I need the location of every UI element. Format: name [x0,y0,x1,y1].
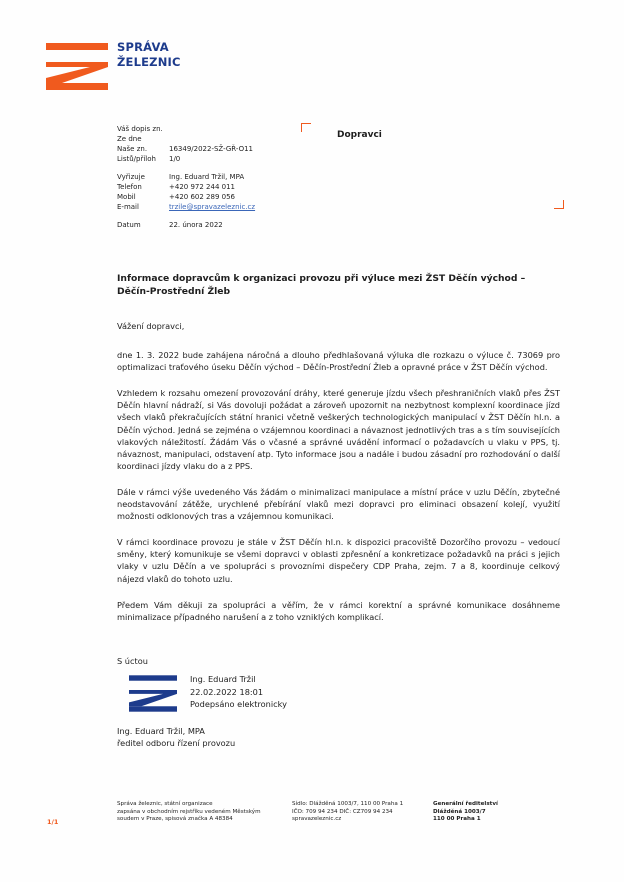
signature-logo-icon [129,675,177,712]
brand-line-2: ŽELEZNIC [117,55,181,69]
meta-row-email: E-mail trzile@spravazeleznic.cz [117,203,256,211]
meta-row-sheets: Listů/příloh 1/0 [117,155,181,163]
footer-headquarters: Generální ředitelství Dlážděná 1003/7 110 00 Praha 1 [433,801,498,823]
signature-datetime: 22.02.2022 18:01 [190,686,264,697]
paragraph-1: dne 1. 3. 2022 bude zahájena náročná a dlouho předhlašovaná výluka dle rozkazu o výluce č. 73069 pro optimalizaci traťového úseku Děčín východ – Děčín-Prostřední Žleb a opravné práce v ŽST Děčín východ. [117,350,560,373]
electronic-signature [190,673,287,711]
signer-block [117,725,235,749]
addressee: Dopravci [337,130,382,140]
footer-company: Správa železnic, státní organizace zapsána v obchodním rejstříku vedeném Městským soudem v Praze, spisová značka A 48384 [117,801,261,823]
signer-name: Ing. Eduard Tržil, MPA [117,726,205,736]
paragraph-2: Vzhledem k rozsahu omezení provozování dráhy, které generuje jízdu všech přeshraničních vlaků přes ŽST Děčín hlavní nádraží, si Vás dovoluji požádat a zároveň upozornit na nezbytnost komplexní koordinace jízd všech vlaků překračujících státní hranici včetně veškerých technologických manipulací v ŽST Děčín hl.n. a Děčín východ. Jedná se zejména o vzájemnou koordinaci a návaznost jednotlivých tras a s tím souvisejících vlakových náležitostí. Žádám Vás o včasné a správné uvádění informací o požadavcích u vlaku v PPS, tj. návaznost, manipulaci, odstavení atp. Tyto informace jsou a nadále i budou zásadní pro rozhodování o další koordinaci jízdy vlaku do a z PPS. [117,388,560,471]
meta-row-our-ref: Naše zn. 16349/2022-SŽ-GŘ-O11 [117,145,254,153]
meta-row-handled-by: Vyřizuje Ing. Eduard Tržil, MPA [117,173,245,181]
meta-row-your-letter: Váš dopis zn. [117,125,163,133]
signer-title: ředitel odboru řízení provozu [117,738,236,748]
reference-block [117,124,255,230]
meta-row-dated: Ze dne [117,135,142,143]
closing: S úctou [117,656,148,666]
brand-name [117,40,181,70]
footer-address: Sídlo: Dlážděná 1003/7, 110 00 Praha 1 IČO: 709 94 234 DIČ: CZ709 94 234 spravazeleznic.cz [292,801,432,824]
paragraph-3: Dále v rámci výše uvedeného Vás žádám o minimalizaci manipulace a místní práce v uzlu Děčín, zbytečné neodstavování zátěže, urychlené přebírání vlaků mezi dopravci pro eliminaci obsazení kolejí, využití možnosti odklonových tras a vzájemnou komunikaci. [117,486,560,522]
signature-note: Podepsáno elektronicky [190,699,287,709]
address-corner-top-left [301,123,311,132]
footer-website-link[interactable]: spravazeleznic.cz [292,816,342,823]
address-corner-bottom-right [554,200,564,209]
page-number: 1/1 [47,818,59,826]
email-link[interactable]: trzile@spravazeleznic.cz [169,203,256,211]
letter-body [117,320,560,637]
paragraph-5: Předem Vám děkuji za spolupráci a věřím, že v rámci korektní a správné komunikace dosáhneme minimalizace případného narušení a z toho vzniklých komplikací. [117,599,560,622]
signature-name: Ing. Eduard Tržil [190,674,256,684]
salutation: Vážení dopravci, [117,321,185,331]
spravazeleznic-logo-icon [46,43,108,90]
paragraph-4: V rámci koordinace provozu je stále v ŽST Děčín hl.n. k dispozici pracoviště Dozorčího provozu – vedoucí směny, který komunikuje se všemi dopravci v oblasti zpřesnění a konkretizace požadavků na práci s jejich vlaky v uzlu Děčín a ve spolupráci s provozními dispečery CDP Praha, zejm. 7 a 8, koordinuje celkový nájezd vlaků do tohoto uzlu. [117,537,560,584]
subject-heading: Informace dopravcům k organizaci provozu při výluce mezi ŽST Děčín východ – Děčín-Prostřední Žleb [117,273,526,297]
meta-row-mobile: Mobil +420 602 289 056 [117,193,235,201]
meta-row-date: Datum 22. února 2022 [117,221,223,229]
brand-line-1: SPRÁVA [117,40,169,54]
meta-row-phone: Telefon +420 972 244 011 [117,183,235,191]
